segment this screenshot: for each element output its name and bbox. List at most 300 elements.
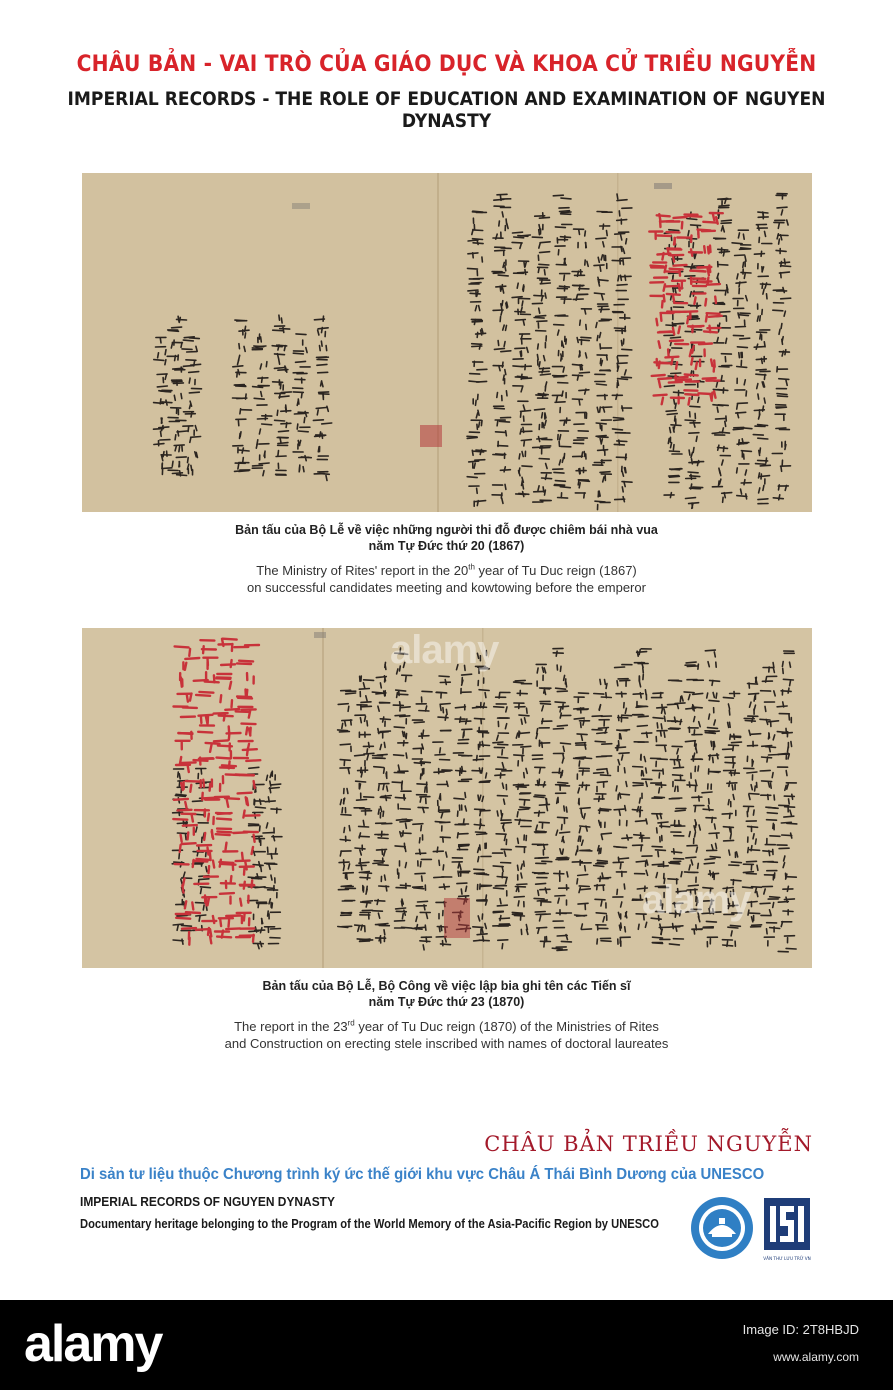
calligraphy-stroke: [539, 308, 540, 313]
calligraphy-stroke: [557, 691, 567, 692]
calligraphy-stroke: [600, 370, 610, 371]
calligraphy-stroke: [473, 243, 483, 244]
calligraphy-stroke: [744, 380, 745, 385]
calligraphy-stroke: [555, 227, 565, 228]
calligraphy-stroke: [622, 349, 632, 350]
calligraphy-stroke: [622, 715, 632, 716]
calligraphy-stroke: [681, 872, 682, 877]
calligraphy-stroke: [496, 286, 506, 287]
calligraphy-stroke: [764, 398, 765, 403]
calligraphy-stroke: [709, 799, 710, 804]
calligraphy-stroke: [768, 795, 769, 800]
calligraphy-stroke: [778, 223, 779, 228]
calligraphy-stroke: [600, 472, 610, 473]
calligraphy-stroke: [636, 821, 646, 822]
calligraphy-stroke: [723, 697, 733, 698]
calligraphy-stroke: [770, 836, 780, 837]
calligraphy-stroke: [178, 772, 179, 777]
calligraphy-stroke: [497, 421, 498, 426]
calligraphy-stroke: [707, 693, 708, 698]
calligraphy-stroke: [733, 429, 743, 430]
calligraphy-stroke: [670, 340, 683, 341]
calligraphy-stroke: [254, 398, 264, 399]
calligraphy-stroke: [690, 476, 700, 477]
calligraphy-stroke: [519, 468, 520, 473]
calligraphy-stroke: [779, 379, 789, 380]
calligraphy-stroke: [218, 813, 232, 814]
calligraphy-stroke: [534, 318, 544, 319]
calligraphy-stroke: [496, 432, 506, 433]
calligraphy-stroke: [542, 478, 552, 479]
calligraphy-stroke: [271, 784, 281, 785]
calligraphy-stroke: [301, 393, 302, 398]
calligraphy-stroke: [754, 254, 764, 255]
calligraphy-stroke: [724, 840, 734, 841]
calligraphy-stroke: [772, 773, 773, 778]
calligraphy-stroke: [441, 730, 451, 731]
calligraphy-stroke: [563, 754, 564, 759]
calligraphy-stroke: [379, 886, 389, 887]
calligraphy-stroke: [187, 695, 188, 702]
calligraphy-stroke: [519, 454, 520, 459]
calligraphy-stroke: [318, 357, 328, 358]
calligraphy-stroke: [439, 676, 449, 677]
calligraphy-stroke: [471, 283, 481, 284]
calligraphy-stroke: [642, 733, 652, 734]
calligraphy-stroke: [420, 862, 421, 867]
calligraphy-stroke: [673, 445, 674, 450]
calligraphy-stroke: [580, 836, 581, 841]
calligraphy-stroke: [669, 944, 679, 945]
calligraphy-stroke: [791, 742, 792, 747]
calligraphy-stroke: [482, 768, 483, 773]
calligraphy-stroke: [521, 412, 522, 417]
calligraphy-stroke: [552, 948, 562, 949]
calligraphy-stroke: [192, 903, 193, 910]
calligraphy-stroke: [419, 849, 420, 854]
calligraphy-stroke: [294, 413, 304, 414]
calligraphy-stroke: [739, 353, 740, 358]
calligraphy-stroke: [545, 490, 546, 495]
calligraphy-stroke: [268, 797, 269, 802]
calligraphy-stroke: [638, 716, 648, 717]
footer-title: CHÂU BẢN TRIỀU NGUYỄN: [484, 1132, 813, 1156]
calligraphy-stroke: [514, 237, 524, 238]
calligraphy-stroke: [475, 809, 485, 810]
calligraphy-stroke: [378, 865, 388, 866]
calligraphy-stroke: [693, 448, 694, 453]
calligraphy-stroke: [172, 473, 182, 474]
calligraphy-stroke: [707, 284, 720, 285]
calligraphy-stroke: [296, 334, 306, 335]
calligraphy-stroke: [689, 832, 690, 837]
calligraphy-stroke: [728, 800, 729, 805]
calligraphy-stroke: [547, 806, 548, 811]
calligraphy-stroke: [654, 395, 667, 396]
calligraphy-stroke: [674, 217, 687, 218]
calligraphy-stroke: [706, 315, 707, 322]
calligraphy-stroke: [646, 768, 647, 773]
calligraphy-stroke: [501, 823, 511, 824]
calligraphy-stroke: [384, 742, 385, 747]
calligraphy-stroke: [698, 397, 699, 402]
calligraphy-stroke: [598, 728, 608, 729]
calligraphy-stroke: [176, 457, 186, 458]
calligraphy-stroke: [177, 319, 187, 320]
calligraphy-stroke: [585, 866, 586, 871]
calligraphy-stroke: [643, 771, 644, 776]
calligraphy-stroke: [766, 747, 776, 748]
calligraphy-stroke: [633, 694, 643, 695]
calligraphy-stroke: [298, 399, 299, 404]
calligraphy-stroke: [364, 797, 374, 798]
calligraphy-stroke: [634, 835, 644, 836]
calligraphy-stroke: [386, 886, 387, 891]
calligraphy-stroke: [556, 688, 566, 689]
calligraphy-stroke: [501, 248, 511, 249]
calligraphy-stroke: [237, 398, 247, 399]
calligraphy-stroke: [746, 391, 747, 396]
stock-logo[interactable]: alamy: [24, 1315, 162, 1373]
stock-url[interactable]: www.alamy.com: [773, 1350, 859, 1364]
calligraphy-stroke: [210, 930, 211, 937]
calligraphy-stroke: [633, 783, 643, 784]
calligraphy-stroke: [536, 316, 546, 317]
calligraphy-stroke: [713, 303, 723, 304]
calligraphy-stroke: [575, 757, 585, 758]
calligraphy-stroke: [512, 242, 522, 243]
calligraphy-stroke: [778, 753, 788, 754]
calligraphy-stroke: [553, 728, 563, 729]
calligraphy-stroke: [424, 905, 425, 910]
calligraphy-stroke: [664, 732, 665, 737]
calligraphy-stroke: [343, 873, 353, 874]
calligraphy-stroke: [790, 662, 791, 667]
calligraphy-stroke: [512, 297, 522, 298]
calligraphy-stroke: [238, 464, 239, 469]
calligraphy-stroke: [773, 823, 774, 828]
calligraphy-stroke: [716, 843, 717, 848]
calligraphy-stroke: [247, 690, 248, 697]
calligraphy-stroke: [521, 374, 522, 379]
calligraphy-stroke: [672, 852, 682, 853]
calligraphy-stroke: [208, 814, 209, 821]
calligraphy-stroke: [435, 754, 445, 755]
calligraphy-stroke: [470, 374, 480, 375]
calligraphy-stroke: [468, 240, 478, 241]
calligraphy-stroke: [670, 493, 671, 498]
calligraphy-stroke: [342, 808, 343, 813]
calligraphy-stroke: [516, 787, 526, 788]
calligraphy-stroke: [518, 838, 519, 843]
calligraphy-stroke: [598, 257, 599, 262]
calligraphy-stroke: [181, 394, 182, 399]
calligraphy-stroke: [498, 940, 508, 941]
calligraphy-stroke: [479, 690, 489, 691]
calligraphy-stroke: [673, 275, 674, 280]
calligraphy-stroke: [199, 916, 200, 921]
calligraphy-stroke: [555, 402, 565, 403]
calligraphy-stroke: [692, 929, 702, 930]
calligraphy-stroke: [544, 844, 545, 849]
calligraphy-stroke: [705, 650, 715, 651]
calligraphy-stroke: [189, 392, 199, 393]
calligraphy-stroke: [696, 363, 697, 370]
calligraphy-stroke: [595, 899, 605, 900]
calligraphy-stroke: [757, 316, 758, 321]
calligraphy-stroke: [601, 901, 602, 906]
calligraphy-stroke: [229, 761, 230, 768]
calligraphy-stroke: [346, 693, 356, 694]
calligraphy-stroke: [747, 861, 757, 862]
calligraphy-stroke: [730, 722, 731, 727]
calligraphy-stroke: [279, 396, 289, 397]
calligraphy-stroke: [719, 468, 720, 473]
calligraphy-stroke: [380, 731, 390, 732]
calligraphy-stroke: [182, 928, 196, 929]
calligraphy-stroke: [727, 288, 728, 293]
calligraphy-stroke: [206, 852, 207, 857]
calligraphy-stroke: [264, 888, 274, 889]
calligraphy-stroke: [252, 880, 253, 887]
calligraphy-stroke: [420, 797, 421, 802]
calligraphy-stroke: [579, 481, 589, 482]
calligraphy-stroke: [361, 702, 371, 703]
calligraphy-stroke: [502, 944, 503, 949]
calligraphy-stroke: [360, 877, 370, 878]
calligraphy-stroke: [479, 768, 480, 773]
calligraphy-stroke: [776, 250, 786, 251]
calligraphy-stroke: [752, 925, 762, 926]
calligraphy-stroke: [520, 807, 530, 808]
calligraphy-stroke: [594, 265, 604, 266]
calligraphy-stroke: [702, 792, 712, 793]
calligraphy-stroke: [674, 265, 687, 266]
calligraphy-stroke: [538, 394, 548, 395]
calligraphy-stroke: [240, 433, 241, 438]
calligraphy-stroke: [756, 359, 766, 360]
calligraphy-stroke: [615, 667, 625, 668]
calligraphy-stroke: [542, 413, 543, 418]
calligraphy-stroke: [537, 927, 547, 928]
calligraphy-stroke: [275, 420, 285, 421]
calligraphy-stroke: [220, 767, 234, 768]
calligraphy-stroke: [189, 649, 190, 656]
calligraphy-stroke: [621, 377, 631, 378]
calligraphy-stroke: [537, 438, 547, 439]
calligraphy-stroke: [685, 872, 695, 873]
calligraphy-stroke: [181, 678, 182, 685]
calligraphy-stroke: [599, 320, 609, 321]
calligraphy-stroke: [344, 828, 345, 833]
calligraphy-stroke: [545, 293, 546, 298]
calligraphy-stroke: [419, 838, 420, 843]
calligraphy-stroke: [617, 220, 627, 221]
calligraphy-stroke: [676, 362, 677, 369]
calligraphy-stroke: [748, 848, 749, 853]
calligraphy-stroke: [716, 833, 717, 838]
calligraphy-stroke: [395, 921, 405, 922]
calligraphy-stroke: [658, 852, 659, 857]
calligraphy-stroke: [384, 768, 385, 773]
calligraphy-stroke: [760, 465, 770, 466]
calligraphy-stroke: [412, 928, 422, 929]
calligraphy-stroke: [182, 925, 192, 926]
calligraphy-stroke: [561, 214, 571, 215]
calligraphy-stroke: [514, 897, 524, 898]
calligraphy-stroke: [214, 675, 215, 682]
calligraphy-stroke: [776, 428, 786, 429]
calligraphy-stroke: [359, 826, 369, 827]
calligraphy-stroke: [756, 369, 766, 370]
calligraphy-stroke: [179, 781, 180, 786]
footer-english-title: IMPERIAL RECORDS OF NGUYEN DYNASTY: [80, 1194, 335, 1209]
calligraphy-stroke: [563, 746, 564, 751]
calligraphy-stroke: [506, 219, 507, 224]
calligraphy-stroke: [625, 275, 626, 280]
calligraphy-stroke: [161, 418, 162, 423]
calligraphy-stroke: [781, 298, 791, 299]
calligraphy-stroke: [214, 713, 228, 714]
calligraphy-stroke: [792, 794, 793, 799]
calligraphy-stroke: [199, 715, 213, 716]
calligraphy-stroke: [443, 837, 444, 842]
calligraphy-stroke: [562, 391, 563, 396]
calligraphy-stroke: [573, 375, 583, 376]
title-vietnamese: CHÂU BẢN - VAI TRÒ CỦA GIÁO DỤC VÀ KHOA CỬ TRIỀU NGUYỄN: [76, 52, 817, 77]
calligraphy-stroke: [675, 377, 688, 378]
calligraphy-stroke: [737, 443, 747, 444]
calligraphy-stroke: [239, 661, 253, 662]
calligraphy-stroke: [666, 286, 679, 287]
calligraphy-stroke: [478, 857, 479, 862]
calligraphy-stroke: [741, 489, 742, 494]
calligraphy-stroke: [497, 393, 498, 398]
calligraphy-stroke: [239, 471, 249, 472]
calligraphy-stroke: [533, 759, 543, 760]
calligraphy-stroke: [316, 408, 326, 409]
caption-1-english: [0, 562, 893, 596]
caption-1-en-line1: The Ministry of Rites' report in the 20th year of Tu Duc reign (1867): [256, 562, 637, 578]
calligraphy-stroke: [564, 275, 565, 280]
calligraphy-stroke: [253, 865, 263, 866]
calligraphy-stroke: [641, 846, 642, 851]
calligraphy-stroke: [710, 246, 711, 253]
calligraphy-stroke: [318, 328, 328, 329]
calligraphy-stroke: [600, 407, 601, 412]
calligraphy-stroke: [783, 679, 793, 680]
calligraphy-stroke: [191, 364, 201, 365]
calligraphy-stroke: [204, 833, 205, 840]
calligraphy-stroke: [159, 427, 169, 428]
calligraphy-stroke: [714, 824, 715, 829]
calligraphy-stroke: [673, 287, 674, 292]
calligraphy-stroke: [738, 233, 739, 238]
calligraphy-stroke: [760, 334, 761, 339]
calligraphy-stroke: [321, 341, 322, 346]
calligraphy-stroke: [661, 724, 662, 729]
calligraphy-stroke: [418, 901, 428, 902]
calligraphy-stroke: [783, 668, 784, 673]
calligraphy-stroke: [557, 857, 567, 858]
calligraphy-stroke: [711, 741, 712, 746]
calligraphy-stroke: [594, 866, 604, 867]
calligraphy-stroke: [209, 866, 210, 873]
calligraphy-stroke: [422, 691, 432, 692]
calligraphy-stroke: [691, 474, 692, 479]
calligraphy-stroke: [607, 231, 608, 236]
calligraphy-stroke: [621, 246, 622, 251]
calligraphy-stroke: [567, 872, 568, 877]
calligraphy-stroke: [279, 315, 280, 320]
calligraphy-stroke: [479, 732, 489, 733]
calligraphy-stroke: [729, 781, 730, 786]
calligraphy-stroke: [561, 237, 571, 238]
calligraphy-stroke: [684, 266, 694, 267]
calligraphy-stroke: [773, 668, 774, 673]
calligraphy-stroke: [765, 231, 766, 236]
calligraphy-stroke: [581, 723, 582, 728]
calligraphy-stroke: [439, 860, 440, 865]
calligraphy-stroke: [539, 230, 540, 235]
calligraphy-stroke: [524, 800, 525, 805]
calligraphy-stroke: [769, 755, 779, 756]
calligraphy-stroke: [203, 905, 204, 910]
calligraphy-stroke: [561, 941, 571, 942]
calligraphy-stroke: [514, 682, 524, 683]
calligraphy-stroke: [674, 760, 675, 765]
calligraphy-stroke: [534, 898, 544, 899]
calligraphy-stroke: [417, 784, 427, 785]
calligraphy-stroke: [659, 381, 660, 388]
calligraphy-stroke: [521, 411, 531, 412]
calligraphy-stroke: [351, 720, 352, 725]
calligraphy-stroke: [714, 652, 715, 657]
calligraphy-stroke: [709, 714, 710, 719]
calligraphy-stroke: [242, 853, 243, 860]
calligraphy-stroke: [686, 498, 696, 499]
calligraphy-stroke: [557, 935, 567, 936]
calligraphy-stroke: [361, 706, 371, 707]
calligraphy-stroke: [574, 718, 584, 719]
calligraphy-stroke: [476, 400, 477, 405]
calligraphy-stroke: [732, 243, 742, 244]
calligraphy-stroke: [580, 826, 590, 827]
calligraphy-stroke: [688, 216, 701, 217]
calligraphy-stroke: [708, 247, 709, 254]
calligraphy-stroke: [359, 836, 369, 837]
calligraphy-stroke: [285, 366, 286, 371]
calligraphy-stroke: [685, 420, 695, 421]
calligraphy-stroke: [343, 866, 344, 871]
calligraphy-stroke: [723, 827, 733, 828]
calligraphy-stroke: [518, 901, 519, 906]
calligraphy-stroke: [193, 801, 203, 802]
calligraphy-stroke: [566, 682, 567, 687]
calligraphy-stroke: [521, 719, 522, 724]
calligraphy-stroke: [261, 866, 262, 871]
calligraphy-stroke: [738, 315, 748, 316]
calligraphy-stroke: [374, 767, 384, 768]
calligraphy-stroke: [755, 786, 756, 791]
calligraphy-stroke: [226, 916, 240, 917]
calligraphy-stroke: [503, 288, 504, 293]
calligraphy-stroke: [274, 368, 284, 369]
calligraphy-stroke: [558, 817, 568, 818]
calligraphy-stroke: [502, 301, 503, 306]
calligraphy-stroke: [522, 301, 523, 306]
calligraphy-stroke: [780, 262, 790, 263]
